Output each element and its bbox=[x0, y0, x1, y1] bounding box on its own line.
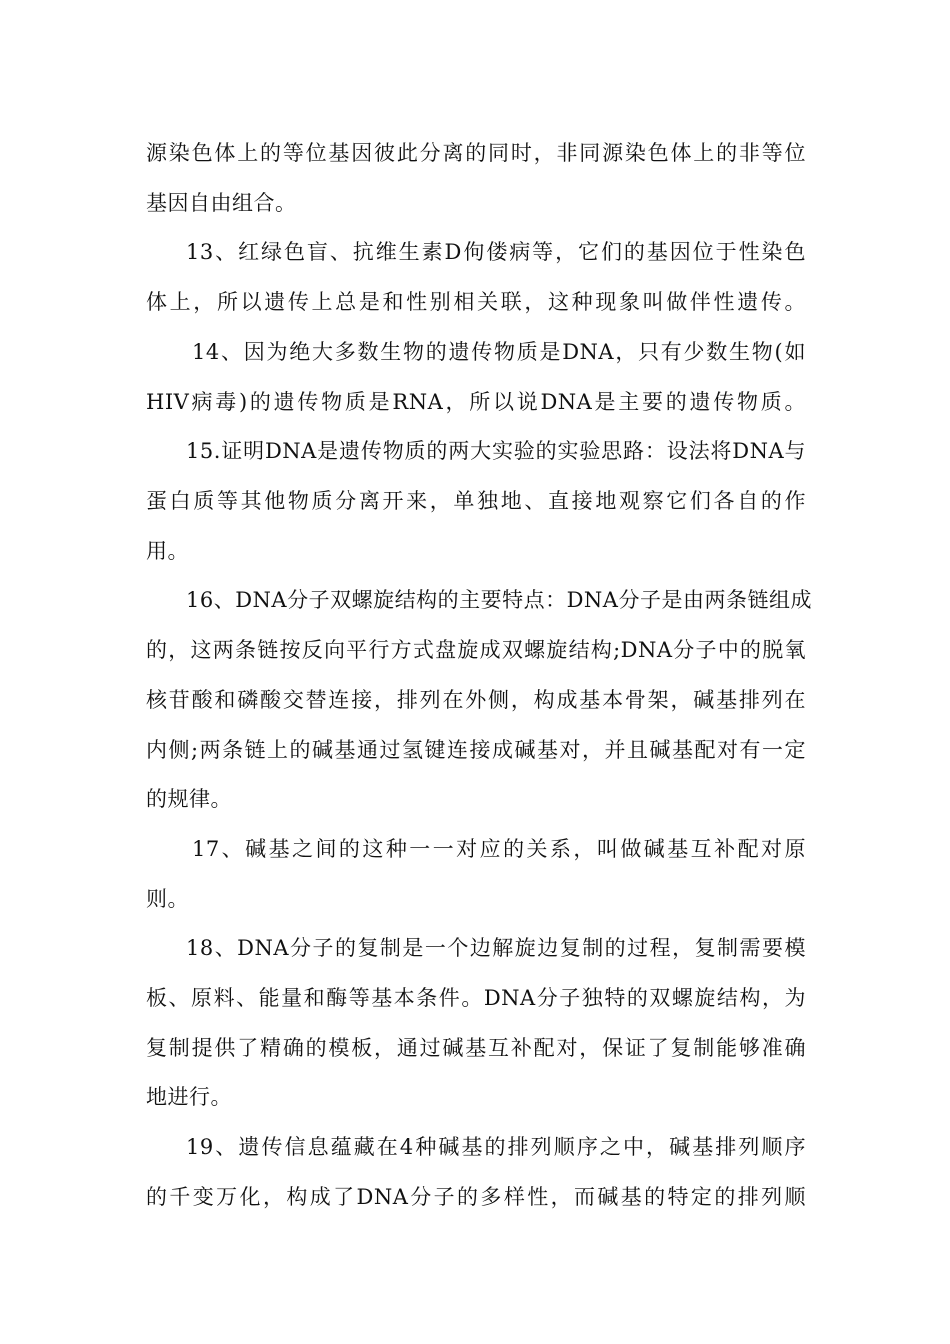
text-line: 复制提供了精确的模板，通过碱基互补配对，保证了复制能够准确 bbox=[146, 1036, 806, 1060]
text-line: 源染色体上的等位基因彼此分离的同时，非同源染色体上的非等位 bbox=[146, 141, 806, 165]
text-line: 核苷酸和磷酸交替连接，排列在外侧，构成基本骨架，碱基排列在 bbox=[146, 688, 806, 712]
text-line: 用。 bbox=[146, 539, 189, 563]
text-line: 基因自由组合。 bbox=[146, 191, 297, 215]
text-line: 14、因为绝大多数生物的遗传物质是DNA，只有少数生物(如 bbox=[192, 340, 806, 364]
text-line: 板、原料、能量和酶等基本条件。DNA分子独特的双螺旋结构，为 bbox=[146, 986, 806, 1010]
text-line: 蛋白质等其他物质分离开来，单独地、直接地观察它们各自的作 bbox=[146, 489, 806, 513]
text-line: 19、遗传信息蕴藏在4种碱基的排列顺序之中，碱基排列顺序 bbox=[186, 1135, 806, 1159]
text-line: 13、红绿色盲、抗维生素D佝偻病等，它们的基因位于性染色 bbox=[186, 240, 806, 264]
text-line: 18、DNA分子的复制是一个边解旋边复制的过程，复制需要模 bbox=[186, 936, 806, 960]
text-line: 的，这两条链按反向平行方式盘旋成双螺旋结构;DNA分子中的脱氧 bbox=[146, 638, 806, 662]
text-line: 体上，所以遗传上总是和性别相关联，这种现象叫做伴性遗传。 bbox=[146, 290, 806, 314]
text-line: 16、DNA分子双螺旋结构的主要特点：DNA分子是由两条链组成 bbox=[186, 588, 812, 612]
text-line: 17、碱基之间的这种一一对应的关系，叫做碱基互补配对原 bbox=[192, 837, 806, 861]
text-line: 的规律。 bbox=[146, 787, 232, 811]
text-line: 则。 bbox=[146, 887, 189, 911]
text-line: 地进行。 bbox=[146, 1085, 232, 1109]
text-line: 的千变万化，构成了DNA分子的多样性，而碱基的特定的排列顺 bbox=[146, 1185, 806, 1209]
text-line: 内侧;两条链上的碱基通过氢键连接成碱基对，并且碱基配对有一定 bbox=[146, 738, 806, 762]
text-line: 15.证明DNA是遗传物质的两大实验的实验思路：设法将DNA与 bbox=[186, 439, 806, 463]
text-line: HIV病毒)的遗传物质是RNA，所以说DNA是主要的遗传物质。 bbox=[146, 390, 806, 414]
